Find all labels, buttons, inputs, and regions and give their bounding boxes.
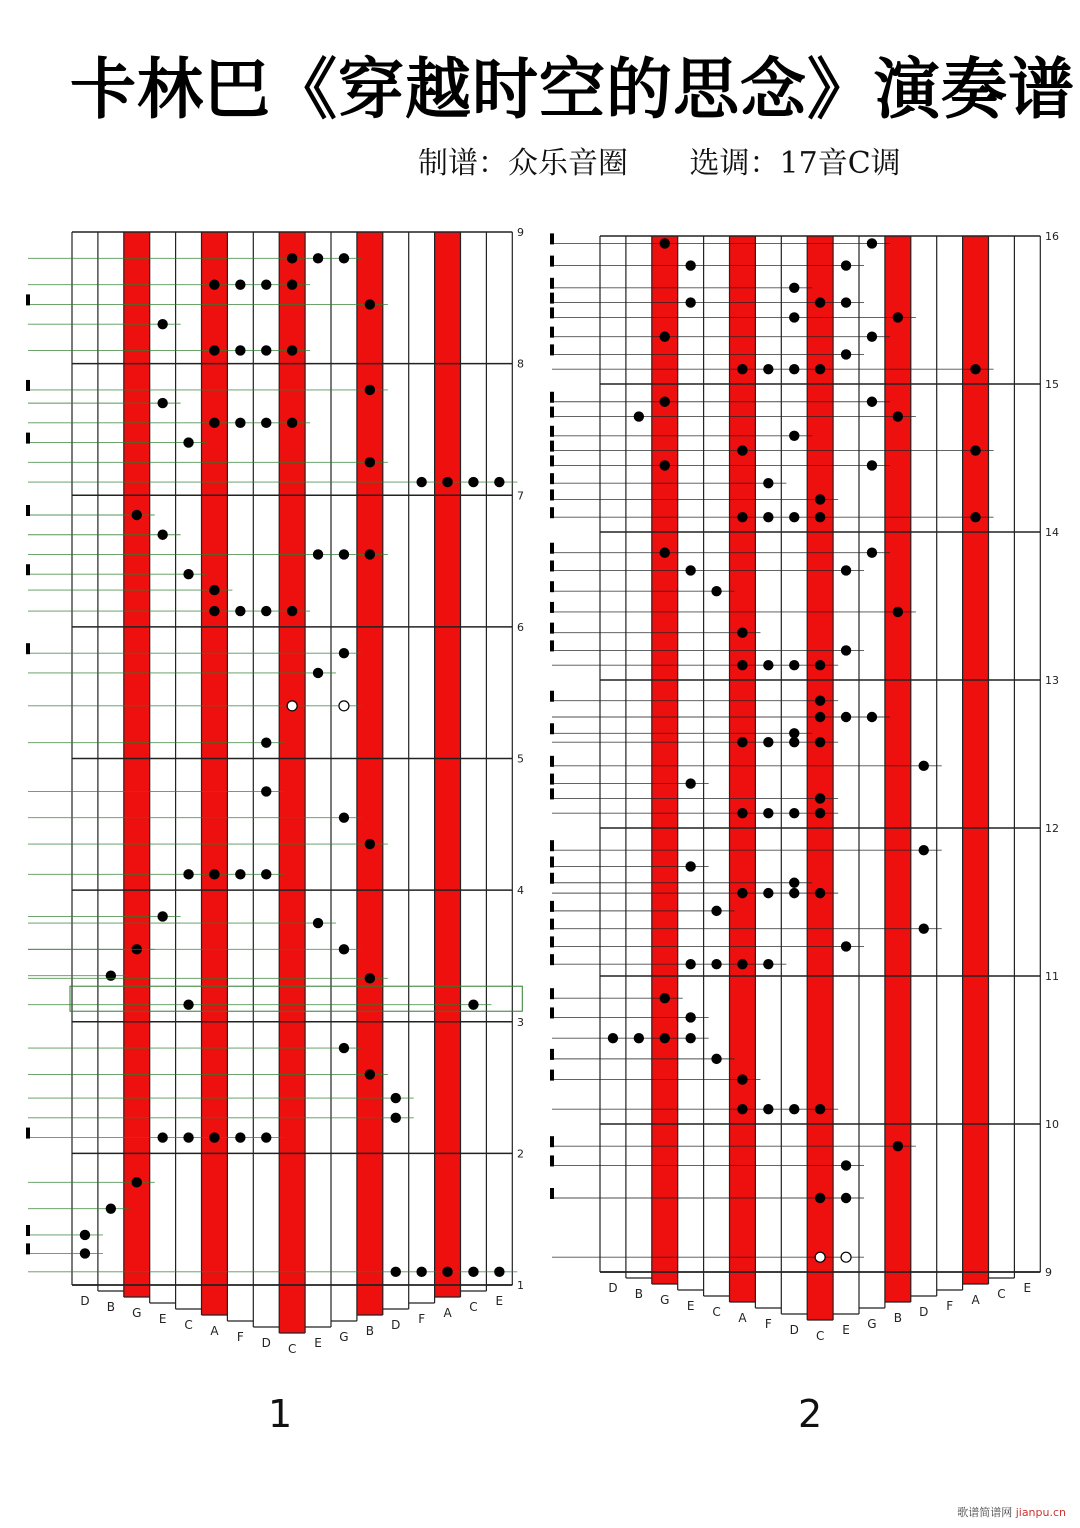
note-C xyxy=(468,999,478,1009)
note-B xyxy=(893,411,903,421)
red-tine-G xyxy=(652,236,678,1284)
tine-label-F: F xyxy=(418,1312,426,1326)
note-D xyxy=(80,1230,90,1240)
note-G xyxy=(339,648,349,658)
note-A xyxy=(737,1104,747,1114)
tine-label-G: G xyxy=(339,1330,349,1344)
tine-label-D: D xyxy=(261,1336,271,1350)
note-F xyxy=(763,1104,773,1114)
note-A xyxy=(737,959,747,969)
note-B xyxy=(365,457,375,467)
note-E xyxy=(313,668,323,678)
note-E xyxy=(841,1193,851,1203)
note-D xyxy=(789,283,799,293)
note-F xyxy=(235,869,245,879)
note-D xyxy=(789,512,799,522)
measure-label: 5 xyxy=(517,752,524,766)
note-C xyxy=(287,606,297,616)
measure-label: 6 xyxy=(517,620,524,634)
measure-label: 9 xyxy=(517,226,524,239)
note-C xyxy=(287,253,297,263)
red-tine-A xyxy=(963,236,989,1284)
panel-2-page-label: 2 xyxy=(798,1392,823,1436)
note-A xyxy=(209,345,219,355)
note-E xyxy=(157,319,167,329)
panel-1-page-label: 1 xyxy=(268,1392,293,1436)
note-B xyxy=(365,839,375,849)
note-E xyxy=(494,477,504,487)
note-G xyxy=(867,460,877,470)
note-G xyxy=(660,548,670,558)
note-C xyxy=(815,1104,825,1114)
note-B xyxy=(365,299,375,309)
measure-label: 2 xyxy=(517,1147,524,1161)
note-C xyxy=(468,477,478,487)
note-A xyxy=(209,606,219,616)
note-C xyxy=(711,959,721,969)
note-D xyxy=(261,869,271,879)
note-F xyxy=(763,888,773,898)
note-G xyxy=(867,238,877,248)
note-E xyxy=(157,398,167,408)
note-C xyxy=(468,1267,478,1277)
note-D xyxy=(789,364,799,374)
note-A xyxy=(209,1132,219,1142)
note-F xyxy=(235,606,245,616)
note-open-C xyxy=(287,701,297,711)
note-D xyxy=(391,1093,401,1103)
note-G xyxy=(867,548,877,558)
measure-label: 11 xyxy=(1045,970,1059,983)
note-A xyxy=(970,364,980,374)
note-E xyxy=(841,645,851,655)
note-D xyxy=(261,345,271,355)
note-A xyxy=(737,1074,747,1084)
red-tine-C xyxy=(279,232,305,1333)
note-D xyxy=(261,786,271,796)
note-D xyxy=(919,761,929,771)
note-F xyxy=(235,345,245,355)
note-A xyxy=(970,445,980,455)
note-B xyxy=(365,385,375,395)
note-D xyxy=(789,312,799,322)
note-D xyxy=(789,1104,799,1114)
note-D xyxy=(789,737,799,747)
note-C xyxy=(815,1193,825,1203)
note-A xyxy=(737,888,747,898)
note-E xyxy=(313,918,323,928)
note-F xyxy=(763,737,773,747)
watermark-url: jianpu.cn xyxy=(1015,1506,1066,1519)
document-title: 卡林巴《穿越时空的思念》演奏谱 xyxy=(70,51,1075,128)
note-C xyxy=(815,660,825,670)
note-F xyxy=(763,512,773,522)
watermark xyxy=(957,1504,1066,1520)
note-G xyxy=(339,1043,349,1053)
note-F xyxy=(763,660,773,670)
note-C xyxy=(815,297,825,307)
note-G xyxy=(660,460,670,470)
note-F xyxy=(763,364,773,374)
tine-label-D: D xyxy=(608,1281,618,1295)
tine-label-G: G xyxy=(660,1293,670,1307)
note-A xyxy=(442,1267,452,1277)
note-D xyxy=(789,660,799,670)
note-D xyxy=(261,606,271,616)
note-B xyxy=(893,312,903,322)
note-B xyxy=(365,549,375,559)
note-D xyxy=(261,738,271,748)
note-E xyxy=(685,565,695,575)
tine-label-F: F xyxy=(236,1330,244,1344)
note-D xyxy=(919,845,929,855)
measure-label: 12 xyxy=(1045,822,1059,835)
tine-label-A: A xyxy=(443,1306,452,1320)
note-A xyxy=(737,660,747,670)
note-E xyxy=(841,260,851,270)
note-C xyxy=(711,906,721,916)
note-A xyxy=(737,364,747,374)
note-C xyxy=(183,1132,193,1142)
note-F xyxy=(235,418,245,428)
note-D xyxy=(261,1132,271,1142)
note-G xyxy=(660,1033,670,1043)
note-F xyxy=(416,477,426,487)
note-D xyxy=(789,431,799,441)
note-A xyxy=(970,512,980,522)
tine-label-C: C xyxy=(469,1300,478,1314)
note-C xyxy=(815,888,825,898)
note-A xyxy=(442,477,452,487)
note-E xyxy=(841,565,851,575)
measure-label: 14 xyxy=(1045,526,1059,539)
note-G xyxy=(339,253,349,263)
watermark-site: 歌谱简谱网 xyxy=(957,1506,1013,1519)
tine-label-C: C xyxy=(287,1342,297,1356)
measure-label: 3 xyxy=(517,1015,524,1029)
note-open-G xyxy=(339,701,349,711)
note-E xyxy=(685,1012,695,1022)
note-D xyxy=(391,1267,401,1277)
note-C xyxy=(183,437,193,447)
note-D xyxy=(261,279,271,289)
tine-label-E: E xyxy=(686,1299,695,1313)
measure-label: 16 xyxy=(1045,230,1059,243)
note-A xyxy=(209,418,219,428)
note-E xyxy=(157,530,167,540)
measure-label: 4 xyxy=(517,884,524,898)
note-C xyxy=(815,712,825,722)
note-C xyxy=(183,569,193,579)
note-E xyxy=(841,297,851,307)
note-E xyxy=(685,959,695,969)
note-C xyxy=(815,793,825,803)
note-F xyxy=(763,478,773,488)
note-C xyxy=(815,512,825,522)
note-F xyxy=(235,1132,245,1142)
note-A xyxy=(737,512,747,522)
note-open-E xyxy=(841,1252,851,1262)
note-A xyxy=(209,869,219,879)
tine-label-C: C xyxy=(712,1305,721,1319)
note-G xyxy=(339,813,349,823)
note-C xyxy=(183,999,193,1009)
measure-label: 15 xyxy=(1045,378,1059,391)
note-D xyxy=(789,808,799,818)
note-E xyxy=(494,1267,504,1277)
tine-label-E: E xyxy=(314,1336,322,1350)
tine-label-A: A xyxy=(210,1324,219,1338)
tine-label-A: A xyxy=(738,1311,747,1325)
note-E xyxy=(841,349,851,359)
measure-label: 8 xyxy=(517,357,524,371)
note-B xyxy=(634,411,644,421)
note-E xyxy=(685,1033,695,1043)
tine-label-B: B xyxy=(106,1300,115,1314)
tine-label-C: C xyxy=(997,1287,1006,1301)
note-F xyxy=(235,279,245,289)
measure-label: 10 xyxy=(1045,1118,1059,1131)
note-D xyxy=(261,418,271,428)
tine-label-D: D xyxy=(391,1318,401,1332)
note-A xyxy=(209,279,219,289)
note-A xyxy=(737,445,747,455)
note-C xyxy=(183,869,193,879)
note-G xyxy=(339,944,349,954)
tine-label-A: A xyxy=(971,1293,980,1307)
tine-label-B: B xyxy=(893,1311,902,1325)
tine-label-B: B xyxy=(365,1324,374,1338)
note-C xyxy=(711,1054,721,1064)
tine-label-F: F xyxy=(946,1299,954,1313)
tine-label-F: F xyxy=(764,1317,772,1331)
note-D xyxy=(919,923,929,933)
tine-label-G: G xyxy=(132,1306,142,1320)
measure-label: 1 xyxy=(517,1279,524,1292)
note-G xyxy=(867,712,877,722)
note-F xyxy=(416,1267,426,1277)
red-tine-A xyxy=(435,232,461,1297)
note-A xyxy=(209,585,219,595)
note-B xyxy=(365,973,375,983)
note-G xyxy=(132,1177,142,1187)
note-B xyxy=(106,1203,116,1213)
red-tine-C xyxy=(807,236,833,1320)
note-D xyxy=(80,1248,90,1258)
note-E xyxy=(685,861,695,871)
note-G xyxy=(339,549,349,559)
note-E xyxy=(685,297,695,307)
key-credit: 选调：17音C调 xyxy=(689,146,901,181)
note-C xyxy=(815,364,825,374)
note-E xyxy=(841,941,851,951)
note-C xyxy=(815,696,825,706)
note-E xyxy=(157,911,167,921)
note-B xyxy=(634,1033,644,1043)
note-D xyxy=(789,728,799,738)
tine-label-D: D xyxy=(80,1294,90,1308)
tine-label-E: E xyxy=(158,1312,167,1326)
note-E xyxy=(685,260,695,270)
tine-label-D: D xyxy=(919,1305,929,1319)
tine-label-C: C xyxy=(184,1318,193,1332)
note-C xyxy=(711,586,721,596)
note-E xyxy=(313,549,323,559)
measure-label: 13 xyxy=(1045,674,1059,687)
note-G xyxy=(660,331,670,341)
note-D xyxy=(789,888,799,898)
note-C xyxy=(815,808,825,818)
note-A xyxy=(737,627,747,637)
measure-label: 9 xyxy=(1045,1266,1052,1279)
note-D xyxy=(391,1113,401,1123)
measure-label: 7 xyxy=(517,489,524,503)
note-open-C xyxy=(815,1252,825,1262)
tine-label-E: E xyxy=(842,1323,850,1337)
note-D xyxy=(789,878,799,888)
note-G xyxy=(660,397,670,407)
note-C xyxy=(815,494,825,504)
note-A xyxy=(737,737,747,747)
note-G xyxy=(867,331,877,341)
note-G xyxy=(132,510,142,520)
note-E xyxy=(313,253,323,263)
note-E xyxy=(841,1160,851,1170)
note-G xyxy=(660,993,670,1003)
tine-label-C: C xyxy=(815,1329,825,1343)
note-C xyxy=(287,418,297,428)
note-B xyxy=(106,970,116,980)
note-D xyxy=(608,1033,618,1043)
note-F xyxy=(763,808,773,818)
note-A xyxy=(737,808,747,818)
arranger-credit: 制谱：众乐音圈 xyxy=(418,146,628,181)
note-C xyxy=(815,737,825,747)
note-B xyxy=(893,1141,903,1151)
tine-label-B: B xyxy=(634,1287,643,1301)
tine-label-E: E xyxy=(495,1294,504,1308)
note-B xyxy=(365,1069,375,1079)
note-G xyxy=(660,238,670,248)
note-C xyxy=(287,345,297,355)
note-E xyxy=(685,778,695,788)
note-E xyxy=(157,1132,167,1142)
note-G xyxy=(867,397,877,407)
tine-label-E: E xyxy=(1023,1281,1032,1295)
note-B xyxy=(893,607,903,617)
tine-label-D: D xyxy=(789,1323,799,1337)
red-tine-A xyxy=(202,232,228,1315)
red-tine-A xyxy=(730,236,756,1302)
note-E xyxy=(841,712,851,722)
note-F xyxy=(763,959,773,969)
note-C xyxy=(287,279,297,289)
tine-label-G: G xyxy=(867,1317,877,1331)
